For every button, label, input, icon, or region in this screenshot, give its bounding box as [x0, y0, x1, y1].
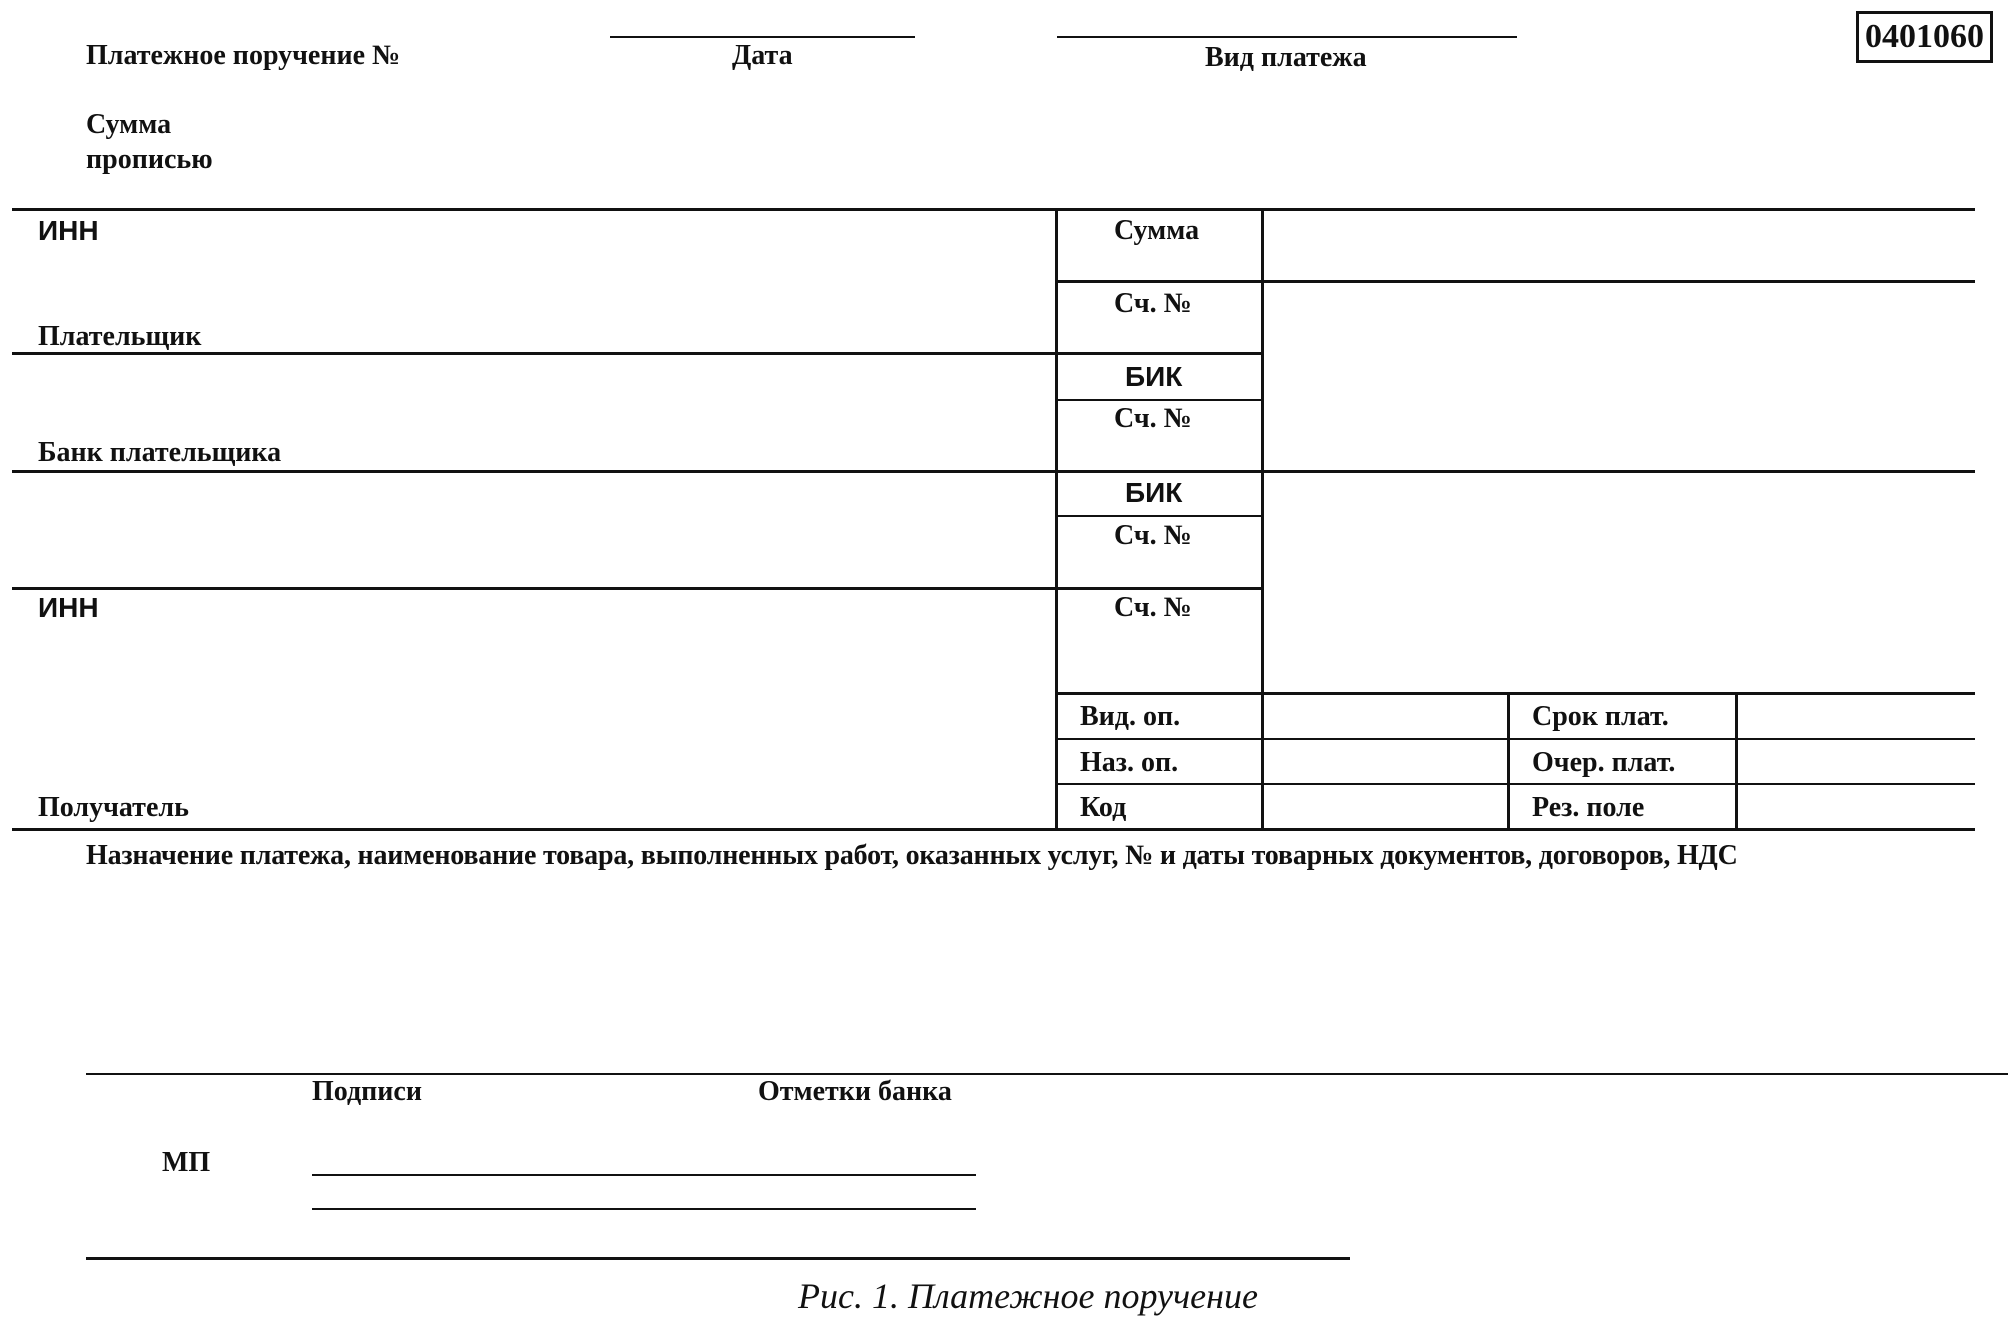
grid-divider-mid — [1261, 208, 1264, 828]
operation-type-label: Вид. оп. — [1080, 701, 1181, 732]
payer-bottom-line — [12, 352, 1264, 355]
signature-line-2 — [312, 1208, 976, 1210]
figure-caption: Рис. 1. Платежное поручение — [798, 1276, 1259, 1316]
bik-label-1: БИК — [1125, 361, 1183, 392]
signatures-top-line — [86, 1073, 2008, 1075]
form-code-box: 0401060 — [1856, 11, 1993, 63]
ops-mid-line-2 — [1055, 783, 1975, 785]
grid-bottom-line — [12, 828, 1975, 831]
sum-label: Сумма — [1114, 215, 1200, 246]
bank-marks-label: Отметки банка — [758, 1076, 952, 1107]
grid-divider-right-2 — [1735, 692, 1738, 828]
bik2-line — [1055, 515, 1264, 517]
order-number-label: Платежное поручение № — [86, 40, 401, 71]
code-label: Код — [1080, 792, 1127, 823]
date-line — [610, 36, 915, 38]
payment-term-label: Срок плат. — [1532, 701, 1669, 732]
signature-line-1 — [312, 1174, 976, 1176]
payer-bank-label: Банк плательщика — [38, 437, 282, 468]
reserved-field-label: Рез. поле — [1532, 792, 1645, 823]
payment-purpose-label: Назначение платежа, наименование товара, выполненных работ, оказанных услуг, № и даты товарных документов, договоров, НДС — [86, 840, 1738, 871]
signatures-label: Подписи — [312, 1076, 422, 1107]
payee-bank-bottom-line — [12, 587, 1264, 590]
grid-divider-left — [1055, 208, 1058, 828]
stamp-place-label: МП — [162, 1147, 211, 1178]
payee-label: Получатель — [38, 792, 189, 823]
ops-mid-line-1 — [1055, 738, 1975, 740]
amount-in-words-label-1: Сумма — [86, 109, 172, 140]
sum-right-line — [1055, 280, 1975, 283]
operation-purpose-label: Наз. оп. — [1080, 747, 1179, 778]
date-label: Дата — [732, 40, 793, 71]
amount-in-words-label-2: прописью — [86, 144, 213, 175]
payment-priority-label: Очер. плат. — [1532, 747, 1676, 778]
bik1-line — [1055, 399, 1264, 401]
payer-bank-bottom-line — [12, 470, 1975, 473]
payer-label: Плательщик — [38, 321, 202, 352]
payment-type-label: Вид платежа — [1205, 42, 1367, 73]
ops-top-line — [1055, 692, 1975, 695]
bik-label-2: БИК — [1125, 477, 1183, 508]
grid-divider-right-1 — [1507, 692, 1510, 828]
payment-type-line — [1057, 36, 1517, 38]
payee-inn-label: ИНН — [38, 592, 99, 623]
account-label-4: Сч. № — [1114, 592, 1192, 623]
account-label-1: Сч. № — [1114, 288, 1192, 319]
footer-bottom-line — [86, 1257, 1350, 1260]
payer-inn-label: ИНН — [38, 215, 99, 246]
grid-top-line — [12, 208, 1975, 211]
account-label-3: Сч. № — [1114, 520, 1192, 551]
account-label-2: Сч. № — [1114, 403, 1192, 434]
